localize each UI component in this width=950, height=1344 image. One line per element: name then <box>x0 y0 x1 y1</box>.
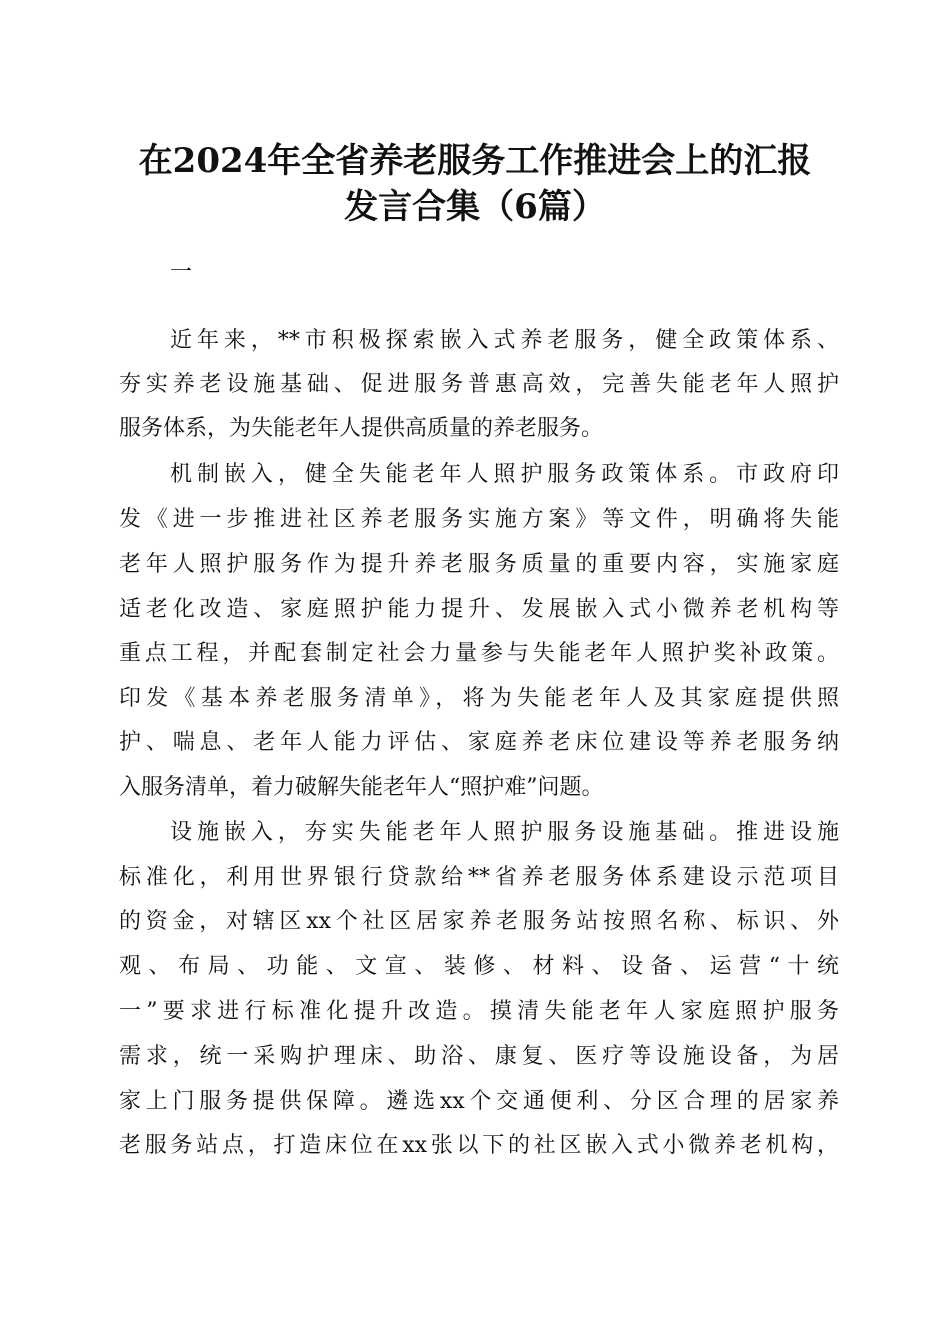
paragraph-2-line-1: 机制嵌入，健全失能老年人照护服务政策体系。市政府印 <box>170 462 839 487</box>
paragraph-1-line-2: 夯实养老设施基础、促进服务普惠高效，完善失能老年人照护 <box>119 372 839 397</box>
paragraph-2-line-7: 护、喘息、老年人能力评估、家庭养老床位建设等养老服务纳 <box>119 730 839 755</box>
paragraph-1-line-3: 服务体系，为失能老年人提供高质量的养老服务。 <box>119 416 604 441</box>
paragraph-3-line-6: 需求，统一采购护理床、助浴、康复、医疗等设施设备，为居 <box>119 1044 839 1069</box>
paragraph-3-line-5: 一”要求进行标准化提升改造。摸清失能老年人家庭照护服务 <box>119 999 839 1024</box>
paragraph-2-line-8: 入服务清单，着力破解失能老年人“照护难”问题。 <box>119 775 604 800</box>
paragraph-3-line-4: 观、布局、功能、文宣、装修、材料、设备、运营“十统 <box>119 954 839 979</box>
paragraph-3-line-1: 设施嵌入，夯实失能老年人照护服务设施基础。推进设施 <box>170 820 839 845</box>
document-title-line-2: 发言合集（6篇） <box>344 187 606 227</box>
document-title-line-1: 在2024年全省养老服务工作推进会上的汇报 <box>138 141 812 181</box>
paragraph-2-line-5: 重点工程，并配套制定社会力量参与失能老年人照护奖补政策。 <box>119 641 839 666</box>
paragraph-3-line-2: 标准化，利用世界银行贷款给**省养老服务体系建设示范项目 <box>119 865 839 890</box>
paragraph-2-line-4: 适老化改造、家庭照护能力提升、发展嵌入式小微养老机构等 <box>119 597 839 622</box>
paragraph-3-line-8: 老服务站点，打造床位在xx张以下的社区嵌入式小微养老机构， <box>119 1133 839 1158</box>
paragraph-2-line-6: 印发《基本养老服务清单》，将为失能老年人及其家庭提供照 <box>119 686 839 711</box>
paragraph-2-line-2: 发《进一步推进社区养老服务实施方案》等文件，明确将失能 <box>119 507 839 532</box>
section-number: 一 <box>170 260 193 285</box>
paragraph-3-line-3: 的资金，对辖区xx个社区居家养老服务站按照名称、标识、外 <box>119 909 839 934</box>
paragraph-1-line-1: 近年来，**市积极探索嵌入式养老服务，健全政策体系、 <box>170 328 839 353</box>
paragraph-2-line-3: 老年人照护服务作为提升养老服务质量的重要内容，实施家庭 <box>119 552 839 577</box>
paragraph-3-line-7: 家上门服务提供保障。遴选xx个交通便利、分区合理的居家养 <box>119 1089 839 1114</box>
